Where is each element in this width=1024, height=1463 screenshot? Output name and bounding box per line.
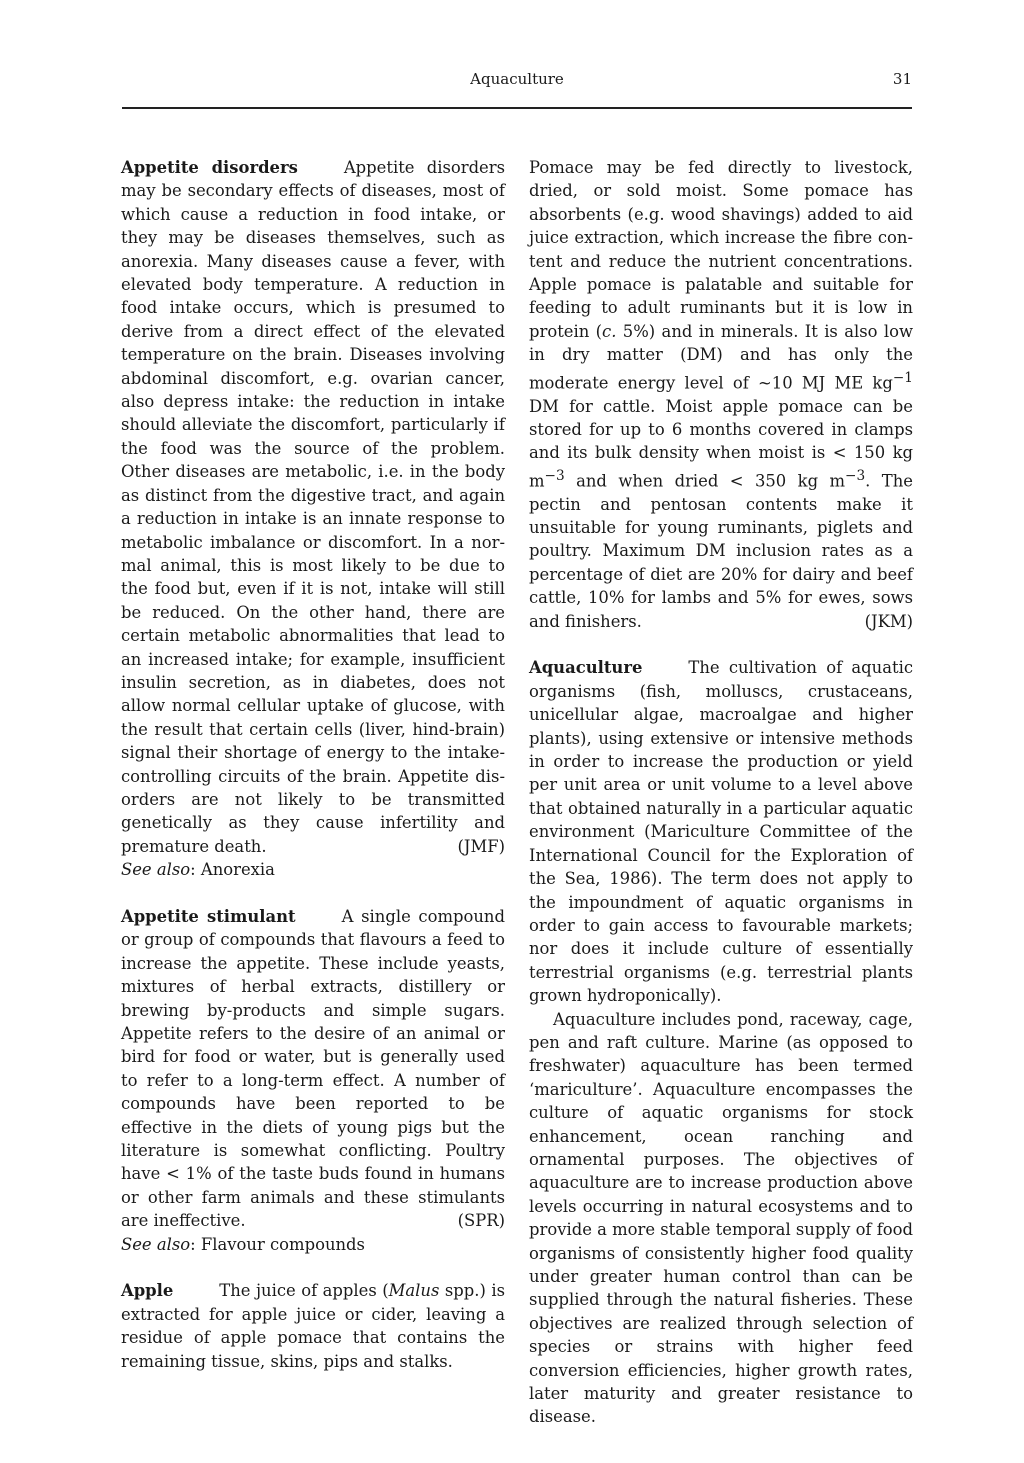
see-also-target: : Anorexia [190,860,275,880]
entry-text: 5%) and in minerals. It is also low in dry matter (DM) and has only the moderate energy level of ~10 MJ ME kg [529,321,914,393]
latin-name: Malus [388,1281,440,1301]
page-number: 31 [892,70,912,88]
entry-text: spp.) is extracted for apple juice or cider, leaving a residue of apple pomace that contains the remaining tissue, skins, pips and stalks. [121,1281,505,1371]
author-initials: (JKM) [864,611,913,631]
entry-text: and when dried < 350 kg m [564,471,846,491]
entry-text: . The pectin and pentosan contents make it unsuitable for young ruminants, piglets and poultry. Maximum DM inclusion rates as a percentage of diet are 20% for dairy and beef cattle, 10% for lambs and 5% for ewes, sows and finishers. [529,471,913,631]
entry-text: The juice of apples ( [219,1281,389,1301]
see-also-label: See also [121,860,191,880]
entry-appetite-disorders [121,156,505,858]
entry-apple-continued [529,156,913,633]
entry-text: A single compound or group of compounds that flavours a feed to increase the appetite. These include yeasts, mixtures of herbal extracts, distillery or brewing by-products and simple sugars. Appetite refers to the desire of an animal or bird for food or water, but is generally used to refer to a long-term effect. A number of compounds have been reported to be effective in the diets of young pigs but the literature is somewhat conflicting. Poultry have < 1% of the taste buds found in humans or other farm animals and these stimulants are ineffective. [121,906,505,1231]
superscript: −3 [845,467,866,484]
headword-appetite-stimulant: Appetite stimulant [121,906,296,926]
superscript: −1 [892,369,913,386]
author-initials: (SPR) [457,1211,505,1231]
page-header [122,70,912,92]
right-column [529,156,913,1429]
running-title: Aquaculture [470,70,564,88]
superscript: −3 [544,467,565,484]
entry-text: Pomace may be fed directly to livestock, dried, or sold moist. Some pomace has absorbents (e.g. wood shavings) added to aid juice extraction, which increase the fibre content and reduce the nutrient concentrations. Apple pomace is palatable and suitable for feeding to adult ruminants but it is low in protein ( [529,158,913,341]
see-also [121,858,505,881]
entry-apple [121,1279,505,1373]
entry-text: The cultivation of aquatic organisms (fish, molluscs, crustaceans, unicellular algae, macroalgae and higher plants), using extensive or intensive methods in order to increase the production or yield per unit area or unit volume to a level above that obtained naturally in a particular aquatic environment (Mariculture Committee of the International Council for the Exploration of the Sea, 1986). The term does not apply to the impoundment of aquatic organisms in order to gain access to favourable markets; nor does it include culture of essentially terrestrial organisms (e.g. terrestrial plants grown hydroponically). [529,658,913,1006]
headword-appetite-disorders: Appetite disorders [121,158,298,177]
headword-apple: Apple [121,1281,174,1301]
entry-appetite-stimulant [121,905,505,1233]
see-also-label: See also [121,1234,191,1254]
see-also [121,1233,505,1256]
author-initials: (JMF) [457,836,505,856]
circa: c. [602,321,617,341]
entry-aquaculture [529,656,913,1007]
headword-aquaculture: Aquaculture [529,658,643,678]
left-column [121,156,505,1373]
see-also-target: : Flavour compounds [190,1234,365,1254]
aquaculture-paragraph-2: Aquaculture includes pond, raceway, cage, pen and raft culture. Marine (as opposed to freshwater) aquaculture has been termed ‘mariculture’. Aquaculture encompasses the culture of aquatic organisms for stock enhancement, ocean ranching and ornamental purposes. The objectives of aquaculture are to increase production above levels occurring in natural ecosystems and to provide a more stable temporal supply of food organisms of consistently higher food quality under greater human control than can be supplied through the natural fisheries. These objectives are realized through selection of species or strains with higher feed conversion efficiencies, higher growth rates, later maturity and greater resistance to disease. [529,1009,914,1427]
header-rule [122,107,912,109]
entry-text: DM for cattle. Moist apple pomace can be stored for up to 6 months covered in clamps and its bulk density when moist is < 150 kg m [529,396,913,491]
entry-text: Appetite disorders may be secondary effects of diseases, most of which cause a reduction in food intake, or they may be diseases themselves, such as anorexia. Many diseases cause a fever, with elevated body temperature. A reduction in food intake occurs, which is presumed to derive from a direct effect of the elevated temperature on the brain. Diseases involving abdominal discomfort, e.g. ovarian cancer, also depress intake: the reduction in intake should alleviate the discomfort, particularly if the food was the source of the problem. Other diseases are metabolic, i.e. in the body as distinct from the digestive tract, and again a reduction in intake is an innate response to metabolic imbalance or discomfort. In a normal animal, this is most likely to be due to the food but, even if it is not, intake will still be reduced. On the other hand, there are certain metabolic abnormalities that lead to an increased intake; for example, insufficient insulin secretion, as in diabetes, does not allow normal cellular uptake of glucose, with the result that certain cells (liver, hind-brain) signal their shortage of energy to the intake-controlling circuits of the brain. Appetite disorders are not likely to be transmitted genetically as they cause infertility and premature death. [121,158,506,856]
